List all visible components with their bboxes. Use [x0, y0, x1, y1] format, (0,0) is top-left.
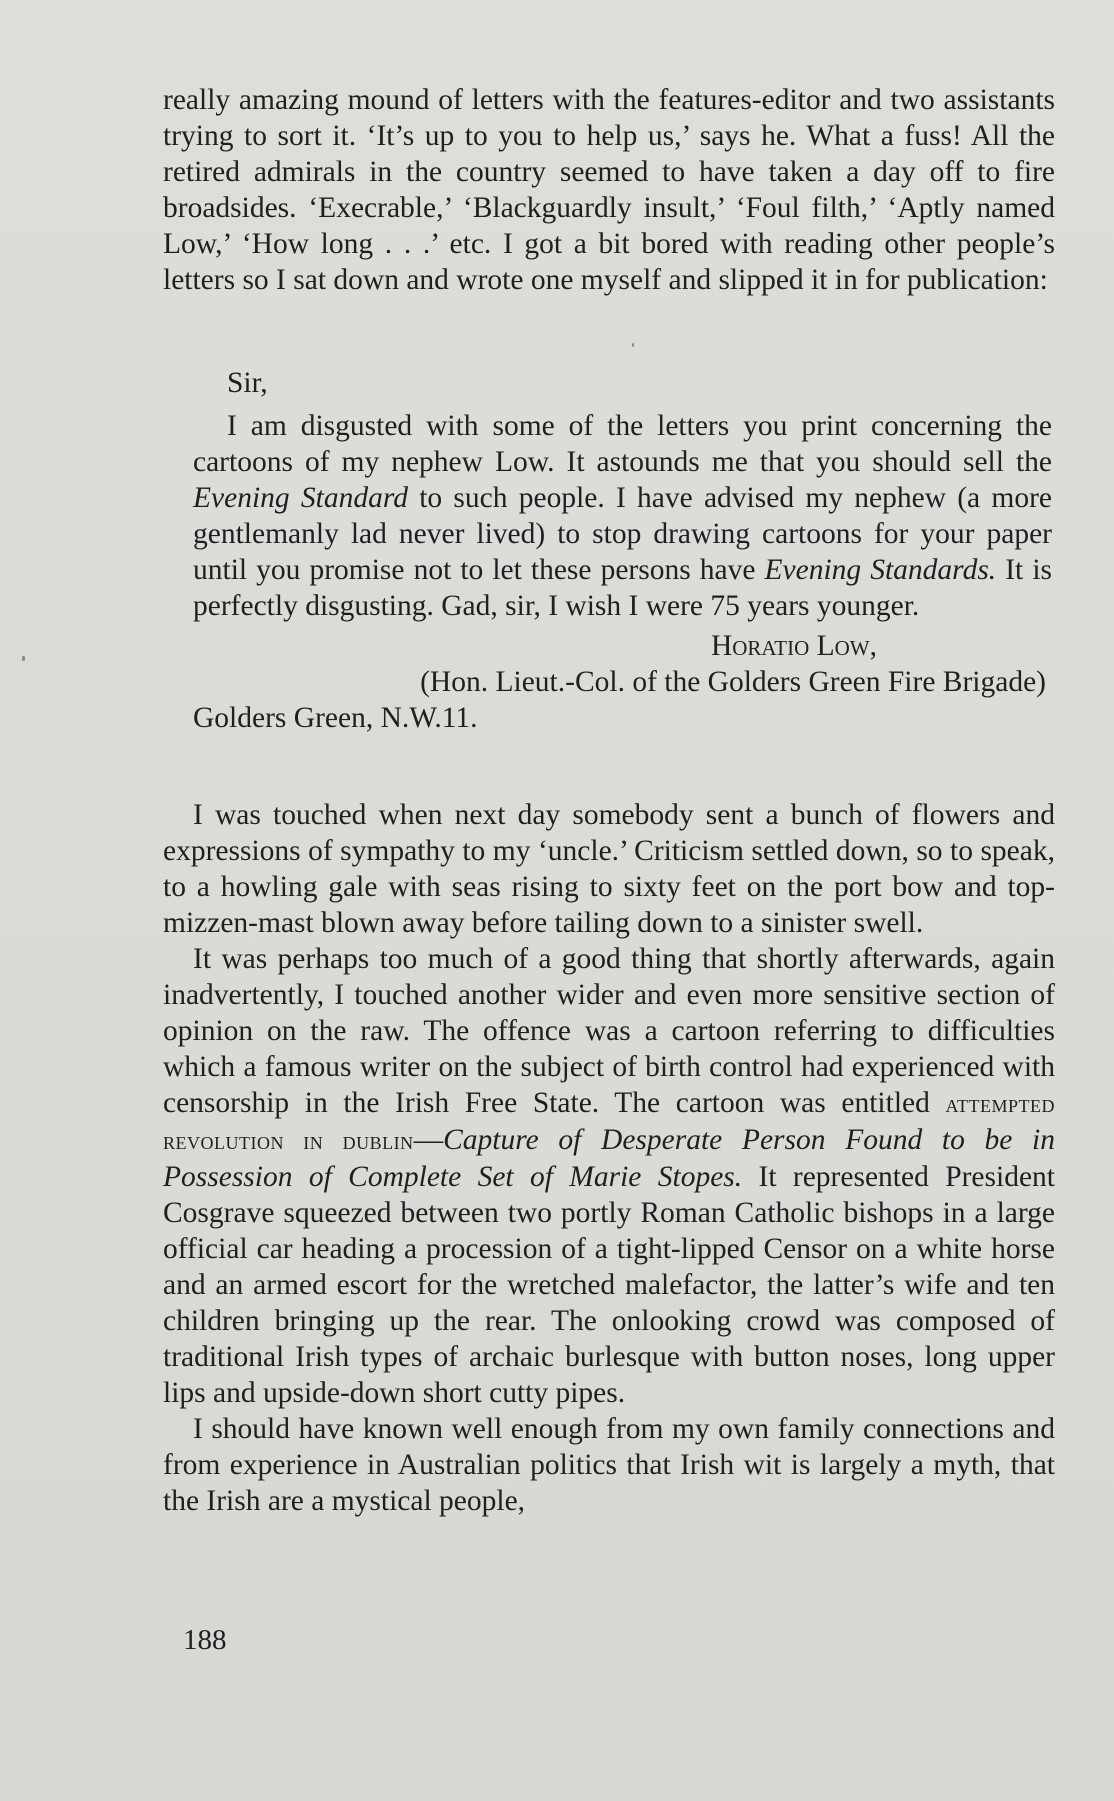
cartoon-title-smallcaps: attempted revolution in dublin [163, 1089, 1055, 1155]
paragraph-offence [163, 941, 1055, 1411]
title-dash: — [413, 1124, 444, 1156]
letter-signature-title: (Hon. Lieut.-Col. of the Golders Green Fire Brigade) [420, 666, 1046, 698]
paragraph-touched: I was touched when next day somebody sent a bunch of flowers and expressions of sympathy to my ‘uncle.’ Criticism settled down, so to speak, to a howling gale with seas rising to sixty feet on the port bow and top-mizzen-mast blown away before tailing down to a sinister swell. [163, 799, 1055, 939]
letter-body-part1: I am disgusted with some of the letters you print concerning the cartoons of my nephew Low. It astounds me that you should sell the [193, 410, 1052, 478]
paper-speck [22, 656, 25, 661]
paragraph-letters-mound: really amazing mound of letters with the features-editor and two assistants trying to sort it. ‘It’s up to you to help us,’ says he. What a fuss! All the retired admirals in the country seemed to have taken a day off to fire broadsides. ‘Execrable,’ ‘Blackguardly insult,’ ‘Foul filth,’ ‘Aptly named Low,’ ‘How long . . .’ etc. I got a bit bored with reading other people’s letters so I sat down and wrote one myself and slipped it in for publication: [163, 84, 1055, 296]
page-number: 188 [183, 1624, 227, 1656]
letter-body-part2: to such people. I have advised my nephew (a more gentlemanly lad never lived) to stop drawing cartoons for your paper until you promise not to let these persons have [193, 482, 1053, 586]
letter-address: Golders Green, N.W.11. [193, 702, 478, 734]
letter-italic-evening-standard: Evening Standard [193, 482, 408, 514]
paragraph-irish: I should have known well enough from my own family connections and from experience in Australian politics that Irish wit is largely a myth, that the Irish are a mystical people, [163, 1413, 1055, 1517]
letter-italic-evening-standards: Evening Standards. [764, 554, 997, 586]
quoted-letter [193, 365, 1052, 736]
offence-part1: It was perhaps too much of a good thing that shortly afterwards, again inadvertently, I touched another wider and even more sensitive section of opinion on the raw. The offence was a cartoon referring to difficulties which a famous writer on the subject of birth control had experienced with censorship in the Irish Free State. The cartoon was entitled [163, 943, 1055, 1119]
main-text [163, 797, 1055, 1519]
cartoon-subtitle-italic: Capture of Desperate Person Found to be in Possession of Complete Set of Marie Stopes. [163, 1124, 1055, 1193]
paper-speck [632, 343, 634, 347]
offence-part2: It represented President Cosgrave squeezed between two portly Roman Catholic bishops in a large official car heading a procession of a tight-lipped Censor on a white horse and an armed escort for the wretched malefactor, the latter’s wife and ten children bringing up the rear. The onlooking crowd was composed of traditional Irish types of archaic burlesque with button noses, long upper lips and upside-down short cutty pipes. [163, 1161, 1055, 1409]
opening-paragraph [163, 82, 1055, 298]
letter-salutation: Sir, [227, 367, 268, 399]
letter-body-part3: It is perfectly disgusting. Gad, sir, I wish I were 75 years younger. [193, 554, 1052, 622]
letter-signature-name: Horatio Low, [710, 630, 877, 662]
letter-body [193, 408, 1052, 624]
